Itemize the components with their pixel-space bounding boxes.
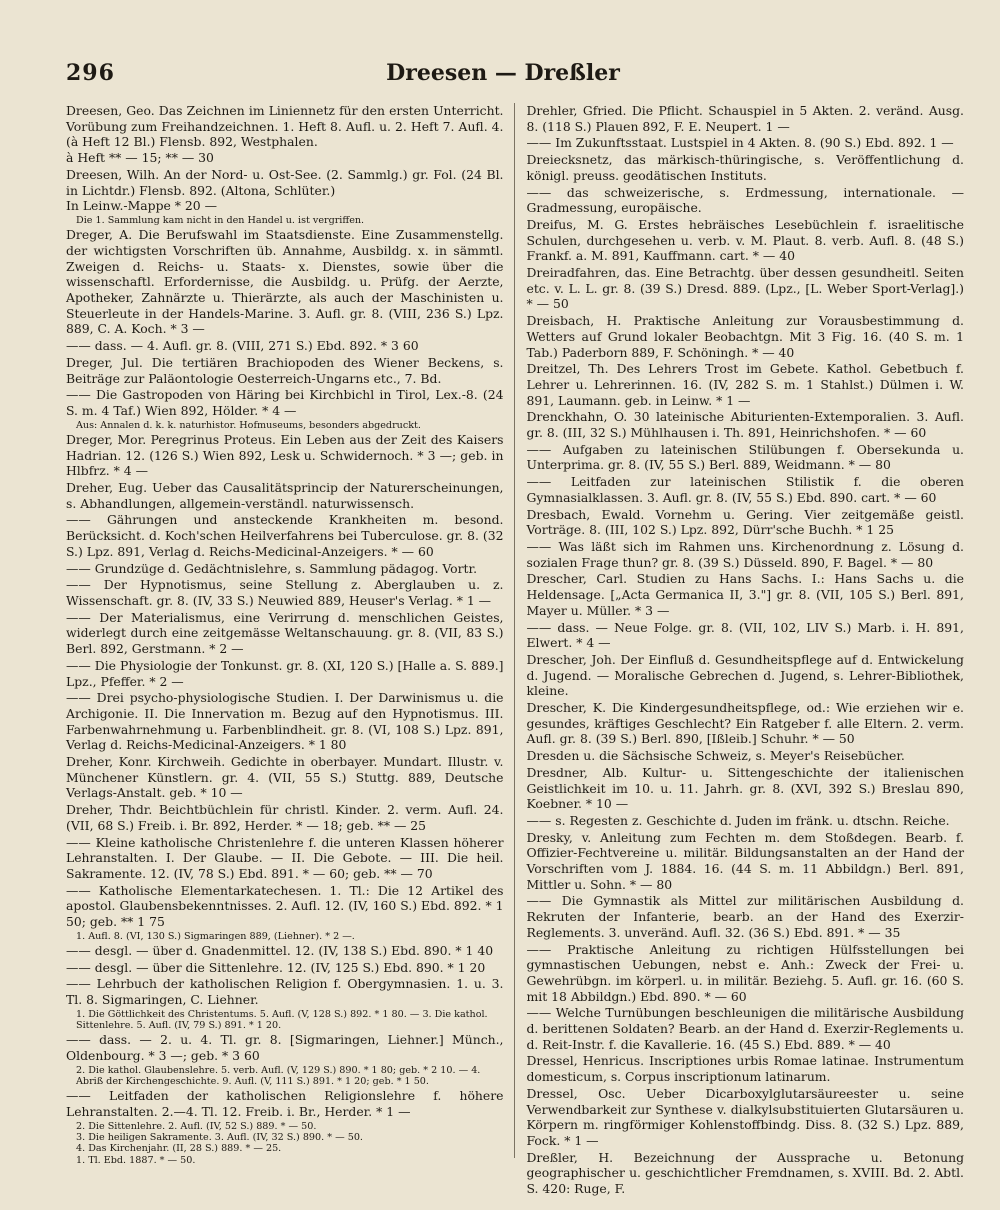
bibliography-entry: Dressel, Osc. Ueber Dicarboxylglutarsäureester u. seine Verwendbarkeit zur Synthese v. dialkylsubstituierten Glutarsäuren u. Körpern m. ringförmiger Kohlenstoffbindg. Diss. 8. (32 S.) Lpz. 889, Fock. * 1 — xyxy=(526,1085,964,1148)
bibliography-entry: Dresbach, Ewald. Vornehm u. Gering. Vier zeitgemäße geistl. Vorträge. 8. (III, 102 S.) Lpz. 892, Dürr'sche Buchh. * 1 25 xyxy=(526,506,964,538)
page-number: 296 xyxy=(66,60,115,86)
bibliography-entry: Dreher, Konr. Kirchweih. Gedichte in oberbayer. Mundart. Illustr. v. Münchener Künstlern. gr. 4. (VII, 55 S.) Stuttg. 889, Deutsche Verlags-Anstalt. geb. * 10 — xyxy=(66,754,504,801)
bibliography-entry: —— dass. — Neue Folge. gr. 8. (VII, 102, LIV S.) Marb. i. H. 891, Elwert. * 4 — xyxy=(526,619,964,651)
entry-note: 1. Die Göttlichkeit des Christentums. 5. Aufl. (V, 128 S.) 892. * 1 80. — 3. Die kathol. Sittenlehre. 5. Aufl. (IV, 79 S.) 891. * 1 20. xyxy=(76,1008,488,1032)
bibliography-entry: —— Katholische Elementarkatechesen. 1. Tl.: Die 12 Artikel des apostol. Glaubensbekenntnisses. 2. Aufl. 12. (IV, 160 S.) Ebd. 892. * 1 50; geb. ** 1 75 xyxy=(66,882,504,930)
bibliography-entry: Dressel, Henricus. Inscriptiones urbis Romae latinae. Instrumentum domesticum, s. Corpus inscriptionum latinarum. xyxy=(526,1053,964,1085)
bibliography-entry: —— Grundzüge d. Gedächtnislehre, s. Sammlung pädagog. Vortr. xyxy=(66,560,478,576)
bibliography-entry: —— Der Materialismus, eine Verirrung d. menschlichen Geistes, widerlegt durch eine zeitgemässe Weltanschauung. gr. 8. (VII, 83 S.) Berl. 892, Gerstmann. * 2 — xyxy=(66,609,504,657)
bibliography-entry: —— Im Zukunftsstaat. Lustspiel in 4 Akten. 8. (90 S.) Ebd. 892. 1 — xyxy=(526,135,954,151)
bibliography-entry: —— Was läßt sich im Rahmen uns. Kirchenordnung z. Lösung d. sozialen Frage thun? gr. 8. (39 S.) Düsseld. 890, F. Bagel. * — 80 xyxy=(526,538,964,570)
bibliography-entry: —— Leitfaden zur lateinischen Stilistik f. die oberen Gymnasialklassen. 3. Aufl. gr. 8. (IV, 55 S.) Ebd. 890. cart. * — 60 xyxy=(526,474,964,505)
bibliography-entry: Dreger, A. Die Berufswahl im Staatsdienste. Eine Zusammenstellg. der wichtigsten Vorschriften üb. Annahme, Ausbildg. x. in sämmtl. Zweigen d. Reichs- u. Staats- x. Dienstes, sowie über die wissenschaftl. Erfordernisse, die Ausbildg. u. Prüfg. der Aerzte, Apotheker, Zahnärzte u. Thierärzte, als auch der Maschinisten u. Steuerleute in der Handels-Marine. 3. Aufl. gr. 8. (VIII, 236 S.) Lpz. 889, C. A. Koch. * 3 — xyxy=(66,227,504,337)
page-header xyxy=(66,60,940,90)
bibliography-entry: Dreesen, Geo. Das Zeichnen im Liniennetz für den ersten Unterricht. Vorübung zum Freihandzeichnen. 1. Heft 8. Aufl. u. 2. Heft 7. Aufl. 4. (à Heft 12 Bl.) Flensb. 892, Westphalen. à Heft ** — 15; ** — 30 xyxy=(66,103,504,166)
bibliography-entry: Dreher, Thdr. Beichtbüchlein für christl. Kinder. 2. verm. Aufl. 24. (VII, 68 S.) Freib. i. Br. 892, Herder. * — 18; geb. ** — 25 xyxy=(66,802,504,833)
bibliography-entry: —— Kleine katholische Christenlehre f. die unteren Klassen höherer Lehranstalten. I. Der Glaube. — II. Die Gebote. — III. Die heil. Sakramente. 12. (IV, 78 S.) Ebd. 891. * — 60; geb. ** — 70 xyxy=(66,834,504,881)
bibliography-entry: —— Aufgaben zu lateinischen Stilübungen f. Obersekunda u. Unterprima. gr. 8. (IV, 55 S.) Berl. 889, Weidmann. * — 80 xyxy=(526,441,964,473)
bibliography-entry: —— Die Physiologie der Tonkunst. gr. 8. (XI, 120 S.) [Halle a. S. 889.] Lpz., Pfeffer. * 2 — xyxy=(66,657,504,689)
bibliography-entry: Drescher, Carl. Studien zu Hans Sachs. I.: Hans Sachs u. die Heldensage. [„Acta Germanica II, 3."] gr. 8. (VII, 105 S.) Berl. 891, Mayer u. Müller. * 3 — xyxy=(526,571,964,618)
running-head: Dreesen — Dreßler xyxy=(386,60,620,86)
columns xyxy=(66,103,964,1197)
left-column xyxy=(66,103,514,1166)
bibliography-entry: Drescher, K. Die Kindergesundheitspflege, od.: Wie erziehen wir e. gesundes, kräftiges Geschlecht? Ein Ratgeber f. alle Eltern. 2. verm. Aufl. gr. 8. (39 S.) Berl. 890, [Ißleib.] Schuhr. * — 50 xyxy=(526,700,964,747)
bibliography-entry: —— Gährungen und ansteckende Krankheiten m. besond. Berücksicht. d. Koch'schen Heilverfahrens bei Tuberculose. gr. 8. (32 S.) Lpz. 891, Verlag d. Reichs-Medicinal-Anzeigers. * — 60 xyxy=(66,512,504,559)
bibliography-entry: —— Welche Turnübungen beschleunigen die militärische Ausbildung d. berittenen Soldaten? Bearb. an der Hand d. Exerzir-Reglements u. d. Reit-Instr. f. die Kavallerie. 16. (45 S.) Ebd. 889. * — 40 xyxy=(526,1005,964,1052)
bibliography-entry: —— dass. — 2. u. 4. Tl. gr. 8. [Sigmaringen, Liehner.] Münch., Oldenbourg. * 3 —; geb. * 3 60 xyxy=(66,1032,504,1064)
right-column xyxy=(514,103,965,1197)
bibliography-entry: —— Lehrbuch der katholischen Religion f. Obergymnasien. 1. u. 3. Tl. 8. Sigmaringen, C. Liehner. xyxy=(66,976,504,1008)
entry-note: 2. Die kathol. Glaubenslehre. 5. verb. Aufl. (V, 129 S.) 890. * 1 80; geb. * 2 10. — 4. Abriß der Kirchengeschichte. 9. Aufl. (V, 111 S.) 891. * 1 20; geb. * 1 50. xyxy=(76,1064,481,1088)
bibliography-entry: Dreger, Jul. Die tertiären Brachiopoden des Wiener Beckens, s. Beiträge zur Paläontologie Oesterreich-Ungarns etc., 7. Bd. xyxy=(66,354,504,386)
bibliography-entry: Dreiradfahren, das. Eine Betrachtg. über dessen gesundheitl. Seiten etc. v. L. L. gr. 8. (39 S.) Dresd. 889. (Lpz., [L. Weber Sport-Verlag].) * — 50 xyxy=(526,265,964,312)
bibliography-entry: Dreifus, M. G. Erstes hebräisches Lesebüchlein f. israelitische Schulen, durchgesehen u. verb. v. M. Plaut. 8. verb. Aufl. 8. (48 S.) Frankf. a. M. 891, Kauffmann. cart. * — 40 xyxy=(526,216,964,264)
bibliography-entry: Dresden u. die Sächsische Schweiz, s. Meyer's Reisebücher. xyxy=(526,748,905,764)
bibliography-entry: Drescher, Joh. Der Einfluß d. Gesundheitspflege auf d. Entwickelung d. Jugend. — Moralische Gebrechen d. Jugend, s. Lehrer-Bibliothek, kleine. xyxy=(526,651,964,699)
bibliography-entry: Dreiecksnetz, das märkisch-thüringische, s. Veröffentlichung d. königl. preuss. geodätischen Instituts. xyxy=(526,152,964,183)
bibliography-entry: Drehler, Gfried. Die Pflicht. Schauspiel in 5 Akten. 2. veränd. Ausg. 8. (118 S.) Plauen 892, F. E. Neupert. 1 — xyxy=(526,103,964,134)
bibliography-entry: —— desgl. — über d. Gnadenmittel. 12. (IV, 138 S.) Ebd. 890. * 1 40 xyxy=(66,943,494,959)
bibliography-entry: —— Praktische Anleitung zu richtigen Hülfsstellungen bei gymnastischen Uebungen, nebst e. Anh.: Zweck der Frei- u. Gewehrübgn. im körperl. u. in militär. Beziehg. 5. Aufl. gr. 16. (60 S. mit 18 Abbildgn.) Ebd. 890. * — 60 xyxy=(526,941,964,1004)
bibliography-entry: Dreitzel, Th. Des Lehrers Trost im Gebete. Kathol. Gebetbuch f. Lehrer u. Lehrerinnen. 16. (IV, 282 S. m. 1 Stahlst.) Dülmen i. W. 891, Laumann. geb. in Leinw. * 1 — xyxy=(526,361,964,408)
bibliography-entry: Dreesen, Wilh. An der Nord- u. Ost-See. (2. Sammlg.) gr. Fol. (24 Bl. in Lichtdr.) Flensb. 892. (Altona, Schlüter.) In Leinw.-Mappe * 20 — xyxy=(66,166,504,214)
bibliography-entry: —— dass. — 4. Aufl. gr. 8. (VIII, 271 S.) Ebd. 892. * 3 60 xyxy=(66,338,419,354)
entry-note: 1. Aufl. 8. (VI, 130 S.) Sigmaringen 889, (Liehner). * 2 —. xyxy=(76,930,355,942)
bibliography-entry: —— Der Hypnotismus, seine Stellung z. Aberglauben u. z. Wissenschaft. gr. 8. (IV, 33 S.) Neuwied 889, Heuser's Verlag. * 1 — xyxy=(66,577,504,608)
bibliography-entry: Dreher, Eug. Ueber das Causalitätsprincip der Naturerscheinungen, s. Abhandlungen, allgemein-verständl. naturwissensch. xyxy=(66,480,504,511)
bibliography-entry: Dresdner, Alb. Kultur- u. Sittengeschichte der italienischen Geistlichkeit im 10. u. 11. Jahrh. gr. 8. (XVI, 392 S.) Breslau 890, Koebner. * 10 — xyxy=(526,764,964,812)
bibliography-entry: —— Die Gymnastik als Mittel zur militärischen Ausbildung d. Rekruten der Infanterie, bearb. an der Hand des Exerzir-Reglements. 3. unveränd. Aufl. 32. (36 S.) Ebd. 891. * — 35 xyxy=(526,893,964,940)
bibliography-entry: Drenckhahn, O. 30 lateinische Abiturienten-Extemporalien. 3. Aufl. gr. 8. (III, 32 S.) Mühlhausen i. Th. 891, Heinrichshofen. * — 60 xyxy=(526,409,964,441)
bibliography-entry: —— Drei psycho-physiologische Studien. I. Der Darwinismus u. die Archigonie. II. Die Innervation m. Bezug auf den Hypnotismus. III. Farbenwahrnehmung u. Farbenblindheit. gr. 8. (VI, 108 S.) Lpz. 891, Verlag d. Reichs-Medicinal-Anzeigers. * 1 80 xyxy=(66,690,504,753)
bibliography-entry: —— desgl. — über die Sittenlehre. 12. (IV, 125 S.) Ebd. 890. * 1 20 xyxy=(66,959,486,975)
bibliography-entry: —— Die Gastropoden von Häring bei Kirchbichl in Tirol, Lex.-8. (24 S. m. 4 Taf.) Wien 892, Hölder. * 4 — xyxy=(66,387,504,418)
bibliography-entry: Dreisbach, H. Praktische Anleitung zur Vorausbestimmung d. Wetters auf Grund lokaler Beobachtgn. Mit 3 Fig. 16. (40 S. m. 1 Tab.) Paderborn 889, F. Schöningh. * — 40 xyxy=(526,313,964,360)
bibliography-entry: Dreßler, H. Bezeichnung der Aussprache u. Betonung geographischer u. geschichtlicher Fremdnamen, s. XVIII. Bd. 2. Abtl. S. 420: Ruge, F. xyxy=(526,1149,964,1197)
entry-note: Die 1. Sammlung kam nicht in den Handel u. ist vergriffen. xyxy=(76,214,365,226)
bibliography-entry: —— Leitfaden der katholischen Religionslehre f. höhere Lehranstalten. 2.—4. Tl. 12. Freib. i. Br., Herder. * 1 — xyxy=(66,1088,504,1120)
bibliography-entry: —— s. Regesten z. Geschichte d. Juden im fränk. u. dtschn. Reiche. xyxy=(526,812,950,828)
bibliography-entry: —— das schweizerische, s. Erdmessung, internationale. — Gradmessung, europäische. xyxy=(526,184,964,216)
bibliography-entry: Dreger, Mor. Peregrinus Proteus. Ein Leben aus der Zeit des Kaisers Hadrian. 12. (126 S.) Wien 892, Lesk u. Schwidernoch. * 3 —; geb. in Hlbfrz. * 4 — xyxy=(66,431,504,479)
bibliography-entry: Dresky, v. Anleitung zum Fechten m. dem Stoßdegen. Bearb. f. Offizier-Fechtvereine u. militär. Bildungsanstalten an der Hand der Vorschriften vom J. 1884. 16. (44 S. m. 11 Abbildgn.) Berl. 891, Mittler u. Sohn. * — 80 xyxy=(526,829,964,892)
entry-note: 2. Die Sittenlehre. 2. Aufl. (IV, 52 S.) 889. * — 50. 3. Die heiligen Sakramente. 3. Aufl. (IV, 32 S.) 890. * — 50. 4. Das Kirchenjahr. (II, 28 S.) 889. * — 25. 1. Tl. Ebd. 1887. * — 50. xyxy=(76,1120,363,1166)
entry-note: Aus: Annalen d. k. k. naturhistor. Hofmuseums, besonders abgedruckt. xyxy=(76,419,421,431)
